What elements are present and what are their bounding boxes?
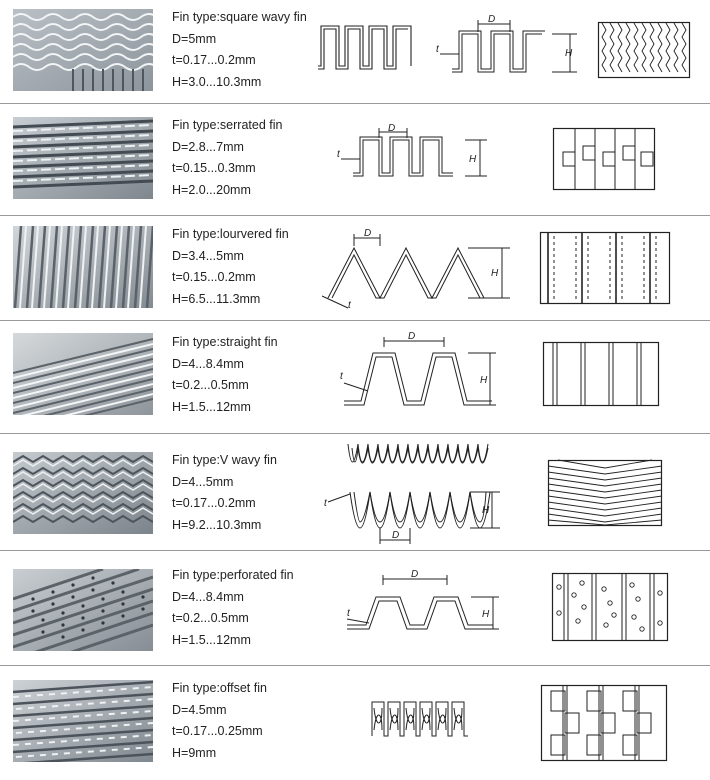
fin-type-label: Fin type:serrated fin <box>172 118 283 132</box>
straight-fin-photo <box>13 333 153 415</box>
height-label: H <box>491 268 499 279</box>
fin-pitch-value: D=4...8.4mm <box>172 356 244 371</box>
height-label: H <box>482 505 490 516</box>
lourvered-dimension-diagram <box>318 226 518 311</box>
thickness-label: t <box>324 498 327 509</box>
fin-pitch-value: D=2.8...7mm <box>172 139 244 154</box>
fin-pitch-value: D=4...5mm <box>172 474 234 489</box>
fin-height-value: H=3.0...10.3mm <box>172 74 262 89</box>
height-label: H <box>480 375 488 386</box>
serrated-dimension-diagram <box>335 124 495 189</box>
fin-row-v-wavy <box>0 434 710 548</box>
fin-height-value: H=6.5...11.3mm <box>172 291 261 306</box>
perforated-top-view <box>552 573 668 641</box>
v-wavy-top-view <box>548 460 662 526</box>
fin-thickness-value: t=0.15...0.3mm <box>172 161 256 175</box>
square-wavy-dimension-diagram <box>432 14 582 84</box>
lourvered-fin-specs <box>172 224 322 310</box>
fin-height-value: H=9.2...10.3mm <box>172 517 262 532</box>
fin-row-lourvered <box>0 216 710 320</box>
straight-top-view <box>543 342 659 406</box>
serrated-fin-photo <box>13 117 153 199</box>
v-wavy-fin-specs <box>172 450 322 536</box>
perforated-fin-specs <box>172 565 322 651</box>
fin-thickness-value: t=0.2...0.5mm <box>172 611 249 625</box>
fin-row-square-wavy <box>0 0 710 100</box>
height-label: H <box>469 154 477 165</box>
fin-height-value: H=9mm <box>172 745 217 760</box>
fin-pitch-value: D=5mm <box>172 31 217 46</box>
square-wavy-fin-photo <box>13 9 153 91</box>
fin-type-label: Fin type:square wavy fin <box>172 10 307 24</box>
fin-type-label: Fin type:perforated fin <box>172 568 294 582</box>
offset-profile-diagram <box>370 694 474 742</box>
height-label: H <box>565 48 573 59</box>
pitch-label: D <box>388 123 396 134</box>
offset-fin-photo <box>13 680 153 762</box>
fin-thickness-value: t=0.17...0.2mm <box>172 496 256 510</box>
fin-pitch-value: D=4...8.4mm <box>172 589 244 604</box>
fin-pitch-value: D=4.5mm <box>172 702 227 717</box>
fin-thickness-value: t=0.17...0.25mm <box>172 724 263 738</box>
fin-type-label: Fin type:lourvered fin <box>172 227 289 241</box>
thickness-label: t <box>436 44 439 55</box>
straight-dimension-diagram <box>340 333 500 418</box>
fin-thickness-value: t=0.15...0.2mm <box>172 270 256 284</box>
thickness-label: t <box>347 608 350 619</box>
fin-type-label: Fin type:V wavy fin <box>172 453 277 467</box>
pitch-label: D <box>488 14 496 25</box>
square-wavy-top-view <box>598 22 690 78</box>
fin-height-value: H=1.5...12mm <box>172 399 251 414</box>
offset-fin-specs <box>172 678 322 764</box>
perforated-fin-photo <box>13 569 153 651</box>
pitch-label: D <box>411 569 419 580</box>
fin-row-perforated <box>0 551 710 663</box>
pitch-label: D <box>408 331 416 342</box>
fin-type-label: Fin type:offset fin <box>172 681 267 695</box>
fin-type-label: Fin type:straight fin <box>172 335 278 349</box>
perforated-dimension-diagram <box>343 567 503 652</box>
thickness-label: t <box>348 300 351 311</box>
height-label: H <box>482 609 490 620</box>
fin-pitch-value: D=3.4...5mm <box>172 248 244 263</box>
v-wavy-dimension-diagram <box>320 440 505 545</box>
fin-row-straight <box>0 321 710 429</box>
offset-top-view <box>541 685 667 761</box>
fin-row-offset <box>0 666 710 780</box>
serrated-top-view <box>553 128 655 190</box>
square-wavy-fin-specs <box>172 7 322 93</box>
v-wavy-fin-photo <box>13 452 153 534</box>
lourvered-top-view <box>540 232 670 304</box>
pitch-label: D <box>392 530 400 541</box>
thickness-label: t <box>337 149 340 160</box>
thickness-label: t <box>340 371 343 382</box>
fin-height-value: H=2.0...20mm <box>172 182 251 197</box>
fin-height-value: H=1.5...12mm <box>172 632 251 647</box>
straight-fin-specs <box>172 332 322 418</box>
serrated-fin-specs <box>172 115 322 201</box>
square-wavy-profile-diagram <box>318 25 418 75</box>
fin-thickness-value: t=0.2...0.5mm <box>172 378 249 392</box>
lourvered-fin-photo <box>13 226 153 308</box>
pitch-label: D <box>364 228 372 239</box>
fin-thickness-value: t=0.17...0.2mm <box>172 53 256 67</box>
fin-row-serrated <box>0 104 710 212</box>
